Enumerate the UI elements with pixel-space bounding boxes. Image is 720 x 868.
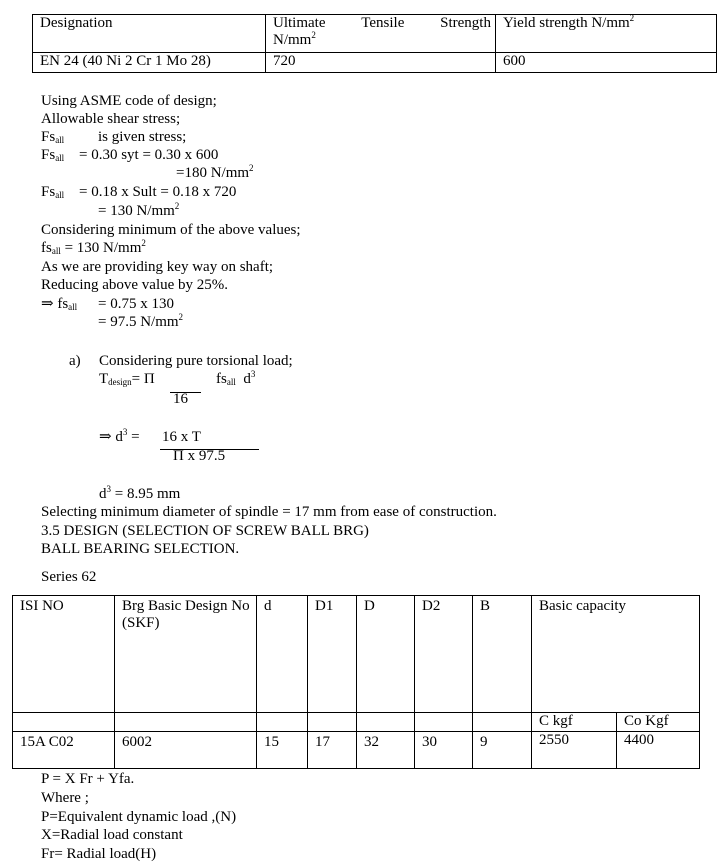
- d3-result: [99, 485, 180, 503]
- header-basic-capacity: Basic capacity: [532, 596, 700, 713]
- cell-b: 9: [473, 732, 532, 769]
- value-975: = 97.5 N/mm: [98, 314, 179, 330]
- uts-unit: N/mm: [273, 32, 312, 48]
- empty-cell: [415, 713, 473, 732]
- implies-d: ⇒ d: [99, 429, 123, 445]
- empty-cell: [308, 713, 357, 732]
- cell-d1: 17: [308, 732, 357, 769]
- list-marker-a: a): [69, 353, 81, 369]
- calc-line-reducing: Reducing above value by 25%.: [41, 277, 229, 293]
- cell-uts: 720: [266, 53, 496, 73]
- equals: =: [127, 429, 140, 445]
- section-heading: 3.5 DESIGN (SELECTION OF SCREW BALL BRG): [41, 523, 369, 539]
- cell-D: 32: [357, 732, 415, 769]
- empty-cell: [473, 713, 532, 732]
- cell-brg-design: 6002: [115, 732, 257, 769]
- cell-designation: EN 24 (40 Ni 2 Cr 1 Mo 28): [33, 53, 266, 73]
- empty-cell: [13, 713, 115, 732]
- cell-co-kgf: 4400: [617, 732, 700, 769]
- cell-yield: 600: [496, 53, 717, 73]
- bearing-table: [12, 595, 700, 769]
- subheader-co-kgf: Co Kgf: [617, 713, 700, 732]
- bearing-subheader-row: [13, 713, 700, 732]
- t-symbol: T: [99, 371, 109, 387]
- numerator-16xT: 16 x T: [162, 429, 201, 445]
- header-yield: [496, 15, 717, 53]
- uts-word-1: Ultimate: [273, 15, 326, 31]
- denominator-16: 16: [173, 391, 188, 407]
- calc-line-keyway: As we are providing key way on shaft;: [41, 259, 274, 275]
- calc-line-075: [41, 295, 174, 313]
- header-d1: D1: [308, 596, 357, 713]
- value-180: =180 N/mm: [176, 165, 250, 181]
- header-D: D: [357, 596, 415, 713]
- d-symbol: d: [99, 486, 107, 502]
- fs-symbol: Fs: [41, 147, 56, 163]
- calc-line-fs-sult: [41, 183, 237, 201]
- calc-line-975: [98, 313, 183, 331]
- d-sup: 3: [250, 369, 256, 379]
- fs-symbol: fs: [41, 240, 52, 256]
- table-row: [13, 732, 700, 769]
- d-symbol: d: [243, 371, 251, 387]
- calc-line-asme: Using ASME code of design;: [41, 93, 217, 109]
- calc-line-fs-130: [41, 239, 146, 257]
- spindle-selection: Selecting minimum diameter of spindle = 17 mm from ease of construction.: [41, 504, 497, 520]
- fs-sub: all: [226, 377, 236, 387]
- denominator-pi-975: Π x 97.5: [173, 448, 226, 464]
- unit-sup: 2: [178, 312, 184, 322]
- fs-symbol: Fs: [41, 129, 56, 145]
- unit-sup: 2: [249, 163, 254, 173]
- cell-isi-no: 15A C02: [13, 732, 115, 769]
- calc-line-allowable: Allowable shear stress;: [41, 111, 181, 127]
- header-isi-no: ISI NO: [13, 596, 115, 713]
- yield-sup: 2: [629, 13, 635, 23]
- d3-lhs: [99, 428, 140, 446]
- value-075-text: = 0.75 x 130: [98, 296, 174, 312]
- calc-line-180: [176, 164, 254, 182]
- calc-line-given: [41, 128, 187, 146]
- fs-syt-text: = 0.30 syt = 0.30 x 600: [79, 147, 219, 163]
- load-where: Where ;: [41, 790, 89, 806]
- calc-line-fs-syt: [41, 146, 219, 164]
- header-d2: D2: [415, 596, 473, 713]
- fs-d3-term: [216, 370, 255, 388]
- d-sup: 3: [106, 484, 111, 494]
- implies-fs: ⇒ fs: [41, 296, 69, 312]
- t-sub: design: [108, 377, 132, 387]
- load-def-x: X=Radial load constant: [41, 827, 183, 843]
- material-table-header-row: [33, 15, 717, 53]
- unit-sup: 2: [141, 238, 146, 248]
- load-equation: P = X Fr + Yfa.: [41, 771, 135, 787]
- subsection-heading: BALL BEARING SELECTION.: [41, 541, 240, 557]
- material-table: [32, 14, 717, 73]
- fs-symbol: fs: [216, 371, 227, 387]
- fs-sult-text: = 0.18 x Sult = 0.18 x 720: [79, 184, 237, 200]
- cell-d2: 30: [415, 732, 473, 769]
- subheader-c-kgf: C kgf: [532, 713, 617, 732]
- torsion-heading: Considering pure torsional load;: [99, 353, 293, 369]
- yield-label: Yield strength N/mm: [503, 15, 630, 31]
- uts-unit-sup: 2: [311, 30, 316, 40]
- table-row: [33, 53, 717, 73]
- empty-cell: [357, 713, 415, 732]
- header-designation: Designation: [33, 15, 266, 53]
- empty-cell: [115, 713, 257, 732]
- equals: =: [131, 371, 144, 387]
- fs-sub: all: [51, 246, 61, 256]
- header-b: B: [473, 596, 532, 713]
- cell-c-kgf: 2550: [532, 732, 617, 769]
- fs-130-text: = 130 N/mm: [60, 240, 142, 256]
- fs-sub: all: [55, 190, 65, 200]
- header-uts: [266, 15, 496, 53]
- header-d: d: [257, 596, 308, 713]
- uts-word-3: Strength: [440, 15, 491, 31]
- header-brg-design: Brg Basic Design No (SKF): [115, 596, 257, 713]
- load-def-p: P=Equivalent dynamic load ,(N): [41, 809, 237, 825]
- unit-sup: 2: [174, 201, 180, 211]
- bearing-header-row: [13, 596, 700, 713]
- d-sup: 3: [122, 427, 128, 437]
- t-design-lhs: [99, 370, 155, 388]
- load-def-fr: Fr= Radial load(H): [41, 846, 157, 862]
- calc-line-130: [98, 202, 179, 220]
- empty-cell: [257, 713, 308, 732]
- calc-line-minimum: Considering minimum of the above values;: [41, 222, 301, 238]
- fs-sub: all: [55, 153, 65, 163]
- series-label: Series 62: [41, 569, 97, 585]
- given-text: is given stress;: [98, 129, 187, 145]
- uts-word-2: Tensile: [361, 15, 405, 31]
- fs-symbol: Fs: [41, 184, 56, 200]
- fs-sub: all: [68, 302, 78, 312]
- cell-d: 15: [257, 732, 308, 769]
- fs-sub: all: [55, 135, 65, 145]
- pi-symbol: Π: [143, 371, 155, 387]
- d3-value: = 8.95 mm: [111, 486, 181, 502]
- value-130: = 130 N/mm: [98, 203, 175, 219]
